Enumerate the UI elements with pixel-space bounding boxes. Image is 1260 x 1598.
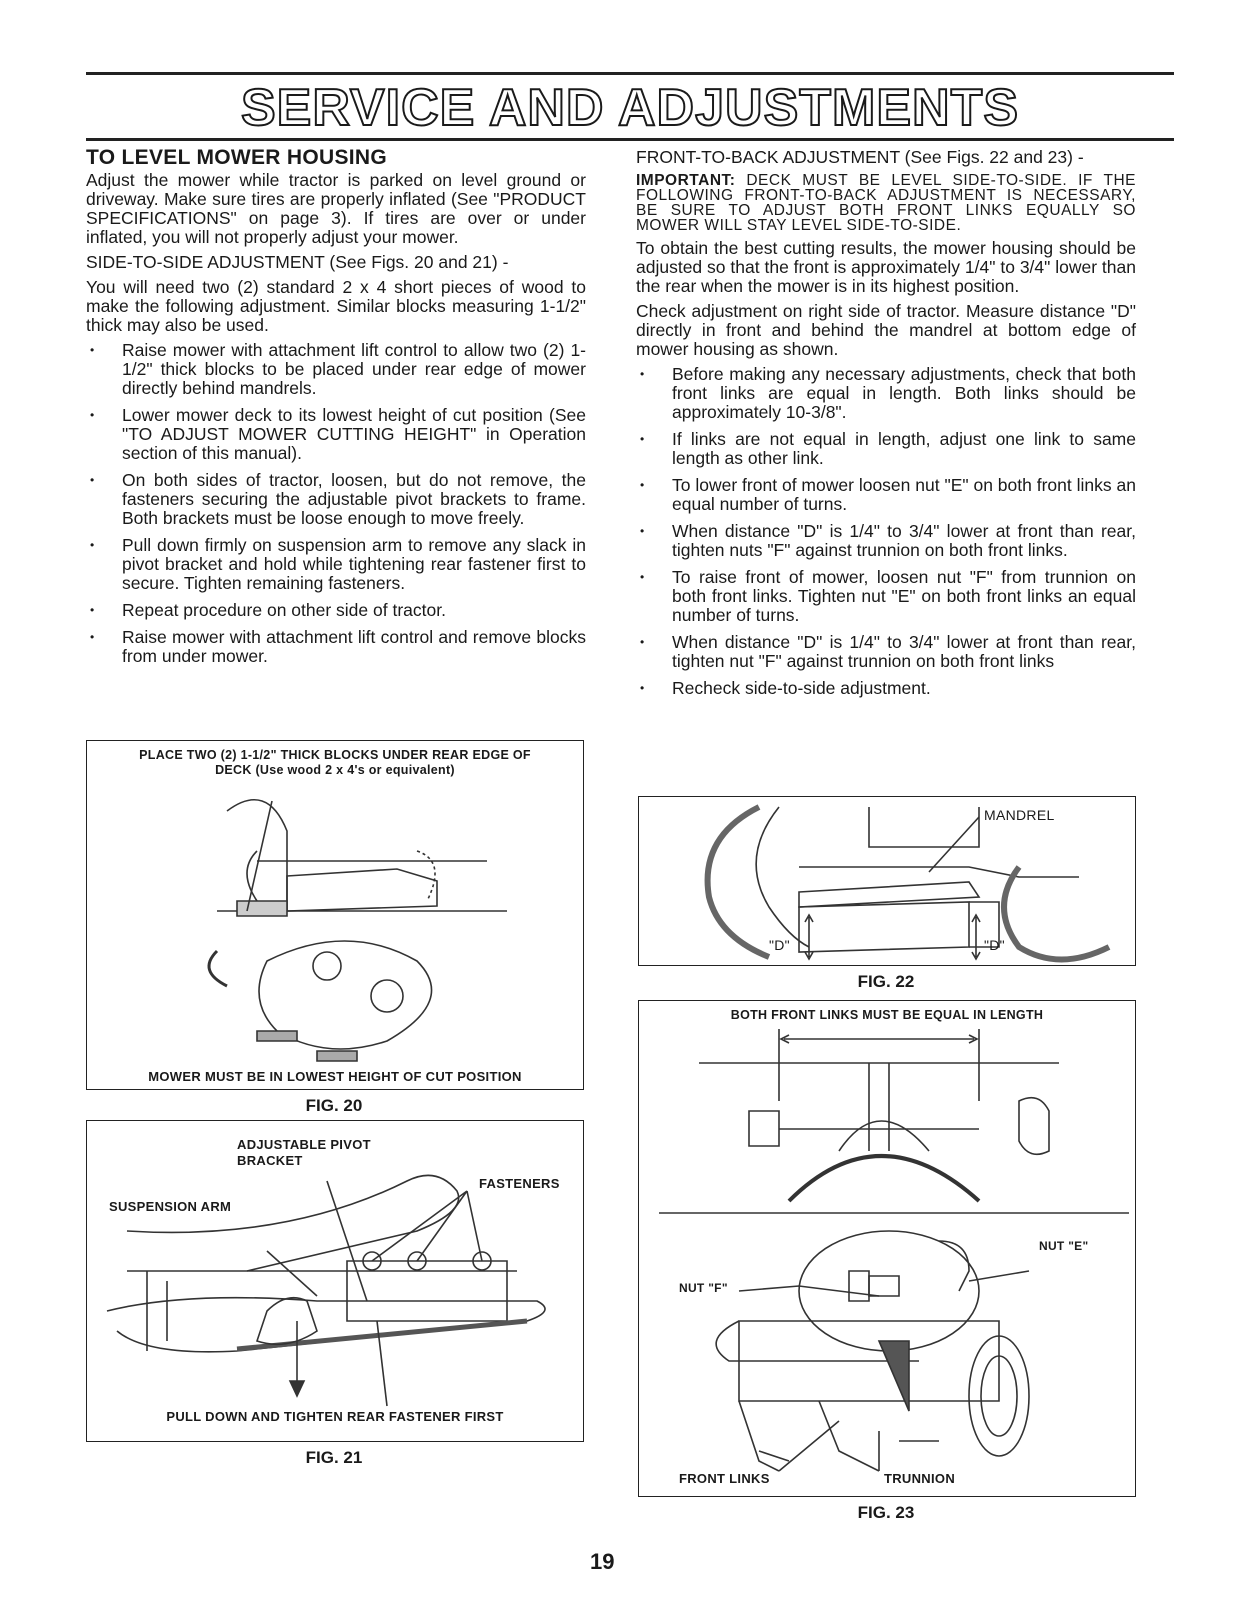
- figure-21: [86, 1120, 584, 1442]
- fig23-nut-f-label: NUT "F": [679, 1281, 728, 1295]
- fig21-label: FIG. 21: [305, 1448, 363, 1467]
- fig21-suspension-arm-label: SUSPENSION ARM: [109, 1199, 232, 1214]
- list-item: • Before making any necessary adjustments, check that both front links are equal in length. Both links should be approximately 10-3/8".: [636, 365, 1136, 422]
- fig21-bracket-label: BRACKET: [237, 1153, 303, 1168]
- fig22-illustration: [639, 797, 1135, 965]
- front-to-back-steps: [636, 365, 1136, 698]
- important-note: [636, 173, 1136, 233]
- list-item: • To lower front of mower loosen nut "E" on both front links an equal number of turns.: [636, 476, 1136, 514]
- page-title: SERVICE AND ADJUSTMENTS: [240, 79, 1020, 137]
- list-item: • Pull down firmly on suspension arm to remove any slack in pivot bracket and hold while tightening rear fastener first to secure. Tighten remaining fasteners.: [86, 536, 586, 593]
- fig21-fasteners-label: FASTENERS: [479, 1176, 560, 1191]
- front-to-back-paragraph-1: To obtain the best cutting results, the mower housing should be adjusted so that the front is approximately 1/4" to 3/4" lower than the rear when the mower is in its highest position.: [636, 238, 1136, 296]
- list-item: • Recheck side-to-side adjustment.: [636, 679, 1136, 698]
- list-item: • Raise mower with attachment lift control and remove blocks from under mower.: [86, 628, 586, 666]
- important-text: DECK MUST BE LEVEL SIDE-TO-SIDE. IF THE FOLLOWING FRONT-TO-BACK ADJUSTMENT IS NECESSARY, BE SURE TO ADJUST BOTH FRONT LINKS EQUALLY SO MOWER WILL STAY LEVEL SIDE-TO-SIDE.: [636, 172, 1136, 234]
- important-label: IMPORTANT:: [636, 172, 736, 189]
- fig20-label: FIG. 20: [305, 1096, 363, 1115]
- front-to-back-heading: FRONT-TO-BACK ADJUSTMENT (See Figs. 22 and 23) -: [636, 147, 1084, 167]
- intro-paragraph: Adjust the mower while tractor is parked on level ground or driveway. Make sure tires are properly inflated (See "PRODUCT SPECIFICATIONS" on page 3). If tires are over or under inflated, you will not properly adjust your mower.: [86, 170, 586, 247]
- fig20-caption-top: PLACE TWO (2) 1-1/2" THICK BLOCKS UNDER REAR EDGE OF: [139, 748, 531, 762]
- figure-22: [638, 796, 1136, 966]
- page-number: 19: [590, 1549, 615, 1574]
- left-column: [86, 148, 586, 674]
- fig23-nut-e-label: NUT "E": [1039, 1239, 1089, 1253]
- figure-20: [86, 740, 584, 1090]
- fig23-front-links-label: FRONT LINKS: [679, 1471, 770, 1486]
- side-to-side-heading: SIDE-TO-SIDE ADJUSTMENT (See Figs. 20 and 21) -: [86, 252, 509, 272]
- list-item: • Repeat procedure on other side of tractor.: [86, 601, 586, 620]
- right-column: [636, 148, 1136, 706]
- list-item: • If links are not equal in length, adjust one link to same length as other link.: [636, 430, 1136, 468]
- list-item: • Lower mower deck to its lowest height of cut position (See "TO ADJUST MOWER CUTTING HEIGHT" in Operation section of this manual).: [86, 406, 586, 463]
- fig20-illustration: [87, 741, 583, 1089]
- fig23-label: FIG. 23: [857, 1503, 915, 1522]
- title-rule-bottom: [86, 138, 1174, 141]
- list-item: • When distance "D" is 1/4" to 3/4" lower at front than rear, tighten nuts "F" against trunnion on both front links.: [636, 522, 1136, 560]
- fig22-d-rear-label: "D": [984, 937, 1005, 953]
- fig22-label: FIG. 22: [857, 972, 915, 991]
- fig23-trunnion-label: TRUNNION: [884, 1471, 956, 1486]
- list-item: • Raise mower with attachment lift control to allow two (2) 1-1/2" thick blocks to be placed under rear edge of mower directly behind mandrels.: [86, 341, 586, 398]
- list-item: • To raise front of mower, loosen nut "F" from trunnion on both front links. Tighten nut "E" on both front links an equal number of turns.: [636, 568, 1136, 625]
- section-heading: TO LEVEL MOWER HOUSING: [86, 146, 388, 169]
- side-to-side-intro: You will need two (2) standard 2 x 4 short pieces of wood to make the following adjustment. Similar blocks measuring 1-1/2" thick may also be used.: [86, 277, 586, 335]
- front-to-back-paragraph-2: Check adjustment on right side of tractor. Measure distance "D" directly in front and behind the mandrel at bottom edge of mower housing as shown.: [636, 301, 1136, 359]
- figure-23: [638, 1000, 1136, 1497]
- title-rule-top: [86, 72, 1174, 75]
- side-to-side-steps: [86, 341, 586, 666]
- fig22-mandrel-label: MANDREL: [984, 807, 1055, 823]
- fig21-illustration: [87, 1121, 583, 1441]
- fig21-pivot-label: ADJUSTABLE PIVOT: [237, 1137, 371, 1152]
- fig22-d-front-label: "D": [769, 937, 790, 953]
- fig20-caption-top-2: DECK (Use wood 2 x 4's or equivalent): [215, 763, 455, 777]
- fig21-caption-bottom: PULL DOWN AND TIGHTEN REAR FASTENER FIRST: [166, 1409, 504, 1424]
- list-item: • On both sides of tractor, loosen, but do not remove, the fasteners securing the adjustable pivot brackets to frame. Both brackets must be loose enough to move freely.: [86, 471, 586, 528]
- fig20-caption-bottom: MOWER MUST BE IN LOWEST HEIGHT OF CUT POSITION: [148, 1069, 522, 1084]
- list-item: • When distance "D" is 1/4" to 3/4" lower at front than rear, tighten nut "F" against trunnion on both front links: [636, 633, 1136, 671]
- fig23-caption-top: BOTH FRONT LINKS MUST BE EQUAL IN LENGTH: [730, 1008, 1044, 1022]
